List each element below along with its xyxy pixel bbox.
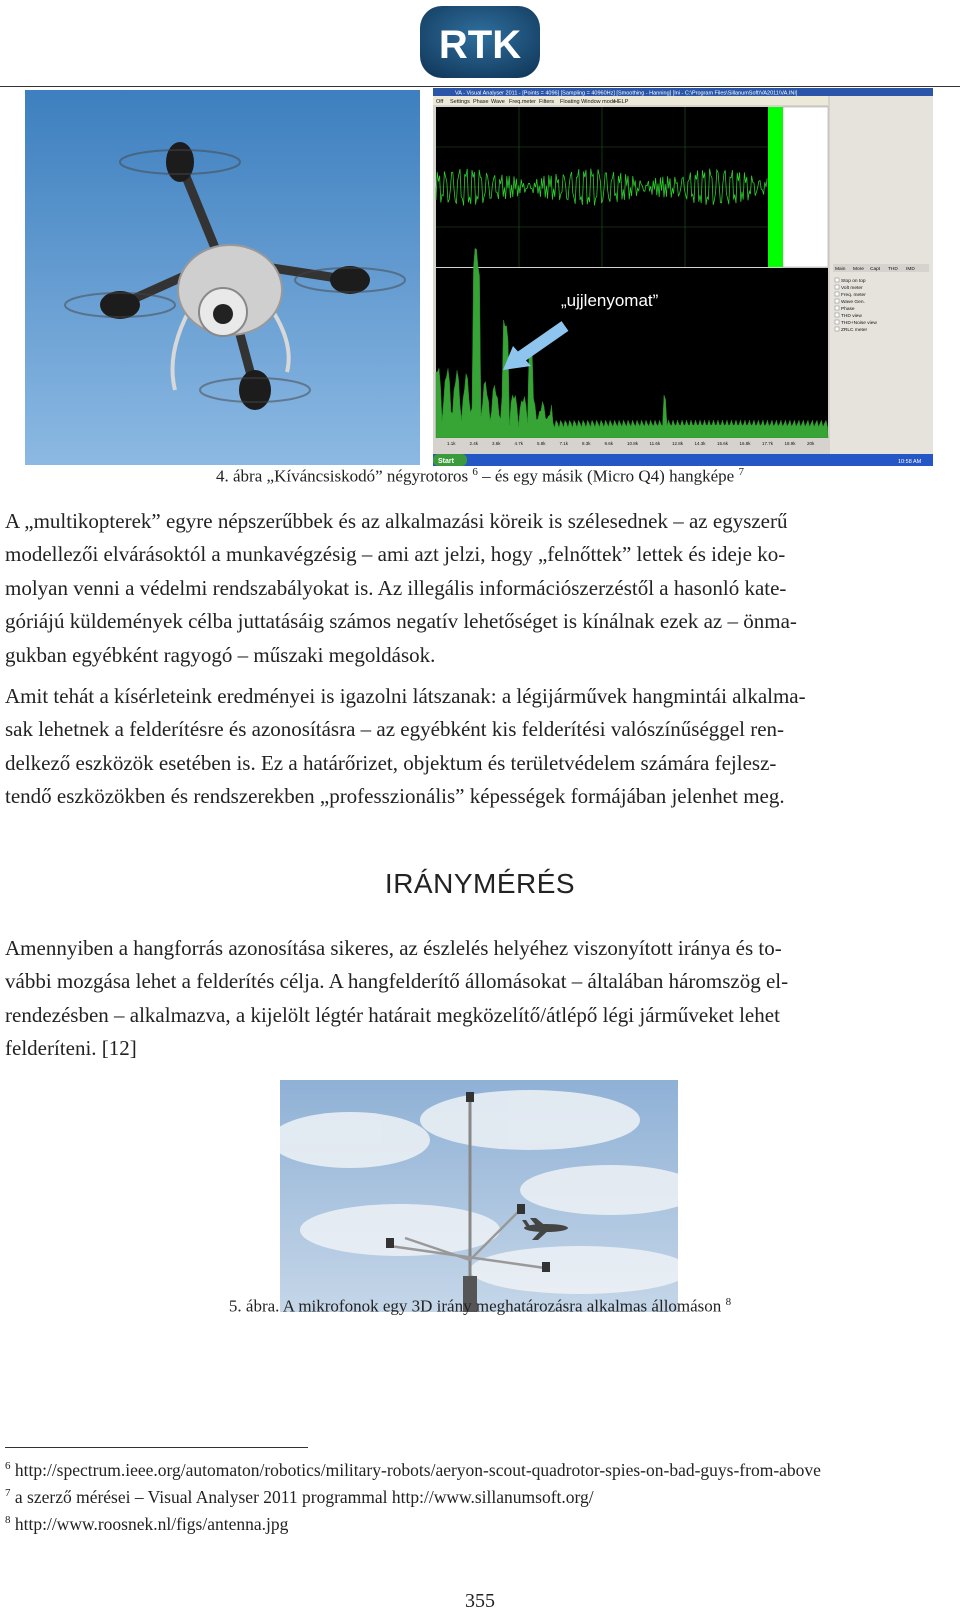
paragraph-line: góriájú küldemények célba juttatásáig számos negatív lehetőséget is kínálnak ezek az – önma- <box>5 609 797 634</box>
svg-text:RTK: RTK <box>438 23 522 67</box>
paragraph-line: gukban egyébként ragyogó – műszaki megoldások. <box>5 642 436 667</box>
svg-text:„ujjlenyomat”: „ujjlenyomat” <box>561 291 659 310</box>
header-rule <box>0 86 960 87</box>
freq-tick-label: 7.1k <box>559 441 569 446</box>
svg-text:Capt: Capt <box>870 267 881 272</box>
figure-5-caption: 5. ábra. A mikrofonok egy 3D irány meghatározásra alkalmas állomáson $^8$ <box>228 1296 732 1316</box>
svg-text:Wave Gen.: Wave Gen. <box>841 300 865 305</box>
paragraph-line: molyan venni a védelmi rendszabályokat is. Az illegális információszerzéstől a hasonló kate- <box>5 575 787 600</box>
paragraph-line: sak lehetnek a felderítésre és azonosításra – az egyébként kis felderítési valószínűséggel ren- <box>5 717 785 742</box>
svg-text:Volt meter: Volt meter <box>841 286 863 291</box>
paragraph-line: vábbi mozgása lehet a felderítés célja. A hangfelderítő állomásokat – általában háromszög el- <box>5 969 789 994</box>
freq-tick-label: 3.6k <box>492 441 501 446</box>
footnote-8: $^8$ http://www.roosnek.nl/figs/antenna.jpg <box>5 1514 289 1534</box>
freq-tick-label: 12.8k <box>672 441 684 446</box>
svg-text:Start: Start <box>438 458 454 465</box>
svg-text:Filters: Filters <box>539 99 554 105</box>
paragraph-line: modellezői elvárásoktól a munkavégzésig – ami azt jelzi, hogy „felnőttek” lettek és ideje ko- <box>5 542 786 567</box>
svg-text:HELP: HELP <box>614 99 629 105</box>
svg-text:Phase: Phase <box>473 99 489 105</box>
svg-text:Freq. meter: Freq. meter <box>841 293 866 298</box>
paragraph-3 <box>5 932 955 1066</box>
freq-tick-label: 15.6k <box>717 441 729 446</box>
page-number: 355 <box>465 1590 495 1612</box>
paragraph-2 <box>5 680 955 814</box>
rtk-logo <box>418 4 542 80</box>
freq-tick-label: 2.4k <box>469 441 479 446</box>
paragraph-line: Amennyiben a hangforrás azonosítása sikeres, az észlelés helyéhez viszonyított iránya és to- <box>5 936 782 960</box>
paragraph-line: A „multikopterek” egyre népszerűbbek és az alkalmazási köreik is szélesednek – az egyszerű <box>5 509 788 533</box>
svg-text:THD+Noise view: THD+Noise view <box>841 321 877 326</box>
svg-text:THD: THD <box>888 267 898 272</box>
svg-text:ZRLC meter: ZRLC meter <box>841 328 868 333</box>
paragraph-line: Amit tehát a kísérleteink eredményei is igazolni látszanak: a légijárművek hangmintái alkalma- <box>5 684 806 708</box>
freq-tick-label: 8.3k <box>582 441 591 446</box>
paragraph-line: delkező eszközök esetében is. Ez a határőrizet, objektum és területvédelem számára fejlesz- <box>5 750 777 775</box>
freq-tick-label: 16.8k <box>739 441 751 446</box>
svg-text:Settings: Settings <box>450 99 470 105</box>
svg-text:Stop on top: Stop on top <box>841 279 866 284</box>
svg-text:Freq.meter: Freq.meter <box>509 99 536 105</box>
visual-analyser-screenshot <box>433 88 933 466</box>
footnote-7: $^7$ a szerző mérései – Visual Analyser 2011 programmal http://www.sillanumsoft.org/ <box>5 1487 594 1507</box>
freq-tick-label: 10.8k <box>627 441 639 446</box>
svg-text:Phase: Phase <box>841 307 855 312</box>
svg-text:Main: Main <box>835 267 846 272</box>
svg-text:VA - Visual Analyser 2011 - [P: VA - Visual Analyser 2011 - [Points = 4096] [Sampling = 40960Hz] [Smoothing - Hanning] [Ini - C:\Program Files\SillanumSoft\VA2011\VA.INI] <box>455 90 798 97</box>
freq-tick-label: 4.7k <box>514 441 524 446</box>
freq-tick-label: 20k <box>807 441 815 446</box>
svg-text:More: More <box>853 267 864 272</box>
paragraph-line: tendő eszközökben és rendszerekben „professzionális” képességek formájában jelenhet meg. <box>5 784 785 809</box>
freq-tick-label: 5.8k <box>537 441 546 446</box>
paragraph-1 <box>5 505 955 672</box>
svg-text:THD view: THD view <box>841 314 862 319</box>
freq-tick-label: 17.7k <box>762 441 774 446</box>
paragraph-line: rendezésben – alkalmazva, a kijelölt légtér határait megközelítő/átlépő légi járműveket lehet <box>5 1002 780 1027</box>
freq-tick-label: 1.1k <box>447 441 456 446</box>
freq-tick-label: 14.3k <box>694 441 706 446</box>
figure-4-caption: 4. ábra „Kíváncsiskodó” négyrotoros $^6$ – és egy másik (Micro Q4) hangképe $^7$ <box>216 466 744 486</box>
microphone-station-photo <box>280 1080 678 1312</box>
paragraph-line: felderíteni. [12] <box>5 1036 137 1061</box>
footnote-6: $^6$ http://spectrum.ieee.org/automaton/robotics/military-robots/aeryon-scout-quadrotor-spies-on-bad-guys-from-above <box>5 1460 821 1480</box>
freq-tick-label: 18.9k <box>784 441 796 446</box>
freq-tick-label: 9.6k <box>604 441 614 446</box>
svg-text:Off: Off <box>436 99 444 105</box>
quadrotor-photo <box>25 90 420 465</box>
section-heading: IRÁNYMÉRÉS <box>384 868 576 899</box>
svg-text:10:58 AM: 10:58 AM <box>898 459 922 465</box>
footnote-rule <box>5 1447 308 1448</box>
freq-tick-label: 11.6k <box>649 441 661 446</box>
svg-text:Floating Window mode: Floating Window mode <box>560 99 616 105</box>
svg-text:IMD: IMD <box>906 267 915 272</box>
svg-text:Wave: Wave <box>491 99 505 105</box>
